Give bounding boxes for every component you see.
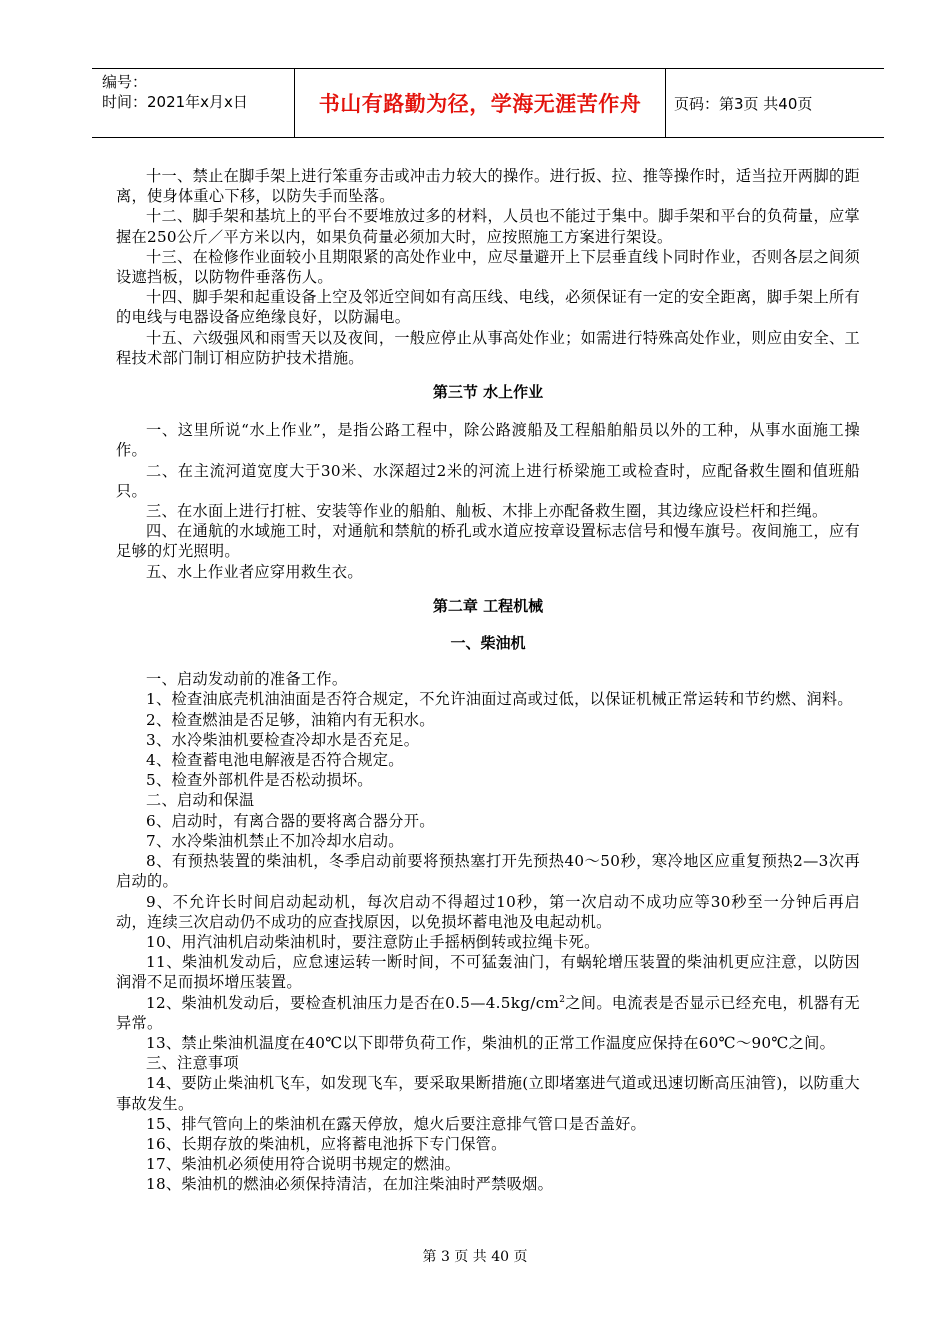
document-body — [116, 166, 860, 1195]
paragraph: 五、水上作业者应穿用救生衣。 — [146, 562, 363, 581]
subsection-heading: 一、柴油机 — [450, 634, 526, 653]
chapter-heading: 第二章 工程机械 — [432, 596, 544, 615]
paragraph-pressure — [116, 993, 860, 1033]
paragraph: 14、要防止柴油机飞车，如发现飞车，要采取果断措施(立即堵塞进气道或迅速切断高压油管)，以防重大事故发生。 — [116, 1074, 860, 1113]
paragraph: 二、在主流河道宽度大于30米、水深超过2米的河流上进行桥梁施工或检查时，应配备救生圈和值班船只。 — [116, 461, 860, 500]
page-footer: 第 3 页 共 40 页 — [422, 1249, 528, 1265]
paragraph: 18、柴油机的燃油必须保持清洁，在加注柴油时严禁吸烟。 — [146, 1175, 554, 1194]
paragraph: 4、检查蓄电池电解液是否符合规定。 — [146, 751, 404, 770]
paragraph: 2、检查燃油是否足够，油箱内有无积水。 — [146, 710, 435, 729]
paragraph: 9、不允许长时间启动起动机，每次启动不得超过10秒，第一次启动不成功应等30秒至一分钟后再启动，连续三次启动仍不成功的应查找原因，以免损坏蓄电池及电起动机。 — [116, 892, 860, 931]
paragraph: 7、水冷柴油机禁止不加冷却水启动。 — [146, 831, 404, 850]
paragraph: 十一、禁止在脚手架上进行笨重夯击或冲击力较大的操作。进行扳、拉、推等操作时，适当拉开两脚的距离，使身体重心下移，以防失手而坠落。 — [116, 167, 860, 206]
header-meta — [92, 69, 294, 137]
paragraph: 5、检查外部机件是否松动损坏。 — [146, 771, 373, 790]
paragraph: 四、在通航的水域施工时，对通航和禁航的桥孔或水道应按章设置标志信号和慢车旗号。夜间施工，应有足够的灯光照明。 — [116, 522, 860, 561]
pressure-text-a: 12、柴油机发动后，要检查机油压力是否在0.5—4.5kg/cm — [146, 993, 560, 1012]
paragraph: 11、柴油机发动后，应怠速运转一断时间，不可猛轰油门，有蜗轮增压装置的柴油机更应注意，以防因润滑不足而损坏增压装置。 — [116, 953, 860, 992]
paragraph: 10、用汽油机启动柴油机时，要注意防止手摇柄倒转或拉绳卡死。 — [146, 932, 600, 951]
paragraph: 8、有预热装置的柴油机，冬季启动前要将预热塞打开先预热40～50秒，寒冷地区应重复预热2—3次再启动的。 — [116, 852, 860, 891]
paragraph: 15、排气管向上的柴油机在露天停放，熄火后要注意排气管口是否盖好。 — [146, 1114, 647, 1133]
superscript: 2 — [559, 994, 566, 1005]
section-heading: 第三节 水上作业 — [432, 383, 544, 402]
code-label: 编号： — [102, 73, 148, 91]
header-page-label: 页码：第3页 共40页 — [674, 94, 813, 113]
header-motto: 书山有路勤为径，学海无涯苦作舟 — [294, 69, 666, 137]
paragraph: 十三、在检修作业面较小且期限紧的高处作业中，应尽量避开上下层垂直线卜同时作业，否则各层之间须设遮挡板，以防物件垂落伤人。 — [116, 247, 860, 287]
paragraph: 十五、六级强风和雨雪天以及夜间，一般应停止从事高处作业；如需进行特殊高处作业，则应由安全、工程技术部门制订相应防护技术措施。 — [116, 328, 860, 367]
paragraph: 十四、脚手架和起重设备上空及邻近空间如有高压线、电线，必须保证有一定的安全距离，脚手架上所有的电线与电器设备应绝缘良好，以防漏电。 — [116, 288, 860, 327]
paragraph: 一、启动发动前的准备工作。 — [146, 670, 348, 689]
pressure-text-b: 之间。电流表是否显示已经充电，机器有无异常。 — [116, 993, 861, 1032]
paragraph: 13、禁止柴油机温度在40℃以下即带负荷工作，柴油机的正常工作温度应保持在60℃～90℃之间。 — [146, 1033, 836, 1052]
paragraph: 1、检查油底壳机油油面是否符合规定，不允许油面过高或过低，以保证机械正常运转和节约燃、润料。 — [146, 690, 853, 709]
page-header — [92, 68, 884, 138]
paragraph: 6、启动时，有离合器的要将离合器分开。 — [146, 811, 435, 830]
paragraph: 十二、脚手架和基坑上的平台不要堆放过多的材料，人员也不能过于集中。脚手架和平台的负荷量，应掌握在250公斤／平方米以内，如果负荷量必须加大时，应按照施工方案进行架设。 — [116, 207, 860, 246]
paragraph: 三、在水面上进行打桩、安装等作业的船舶、舢板、木排上亦配备救生圈，其边缘应设栏杆和拦绳。 — [146, 502, 828, 521]
paragraph: 二、启动和保温 — [146, 791, 255, 810]
paragraph: 16、长期存放的柴油机，应将蓄电池拆下专门保管。 — [146, 1134, 507, 1153]
paragraph: 一、这里所说“水上作业”，是指公路工程中，除公路渡船及工程船舶船员以外的工种，从事水面施工操作。 — [116, 421, 860, 460]
paragraph: 三、注意事项 — [146, 1054, 239, 1073]
paragraph: 3、水冷柴油机要检查冷却水是否充足。 — [146, 730, 420, 749]
time-label: 时间：2021年x月x日 — [102, 93, 248, 111]
paragraph: 17、柴油机必须使用符合说明书规定的燃油。 — [146, 1155, 461, 1174]
